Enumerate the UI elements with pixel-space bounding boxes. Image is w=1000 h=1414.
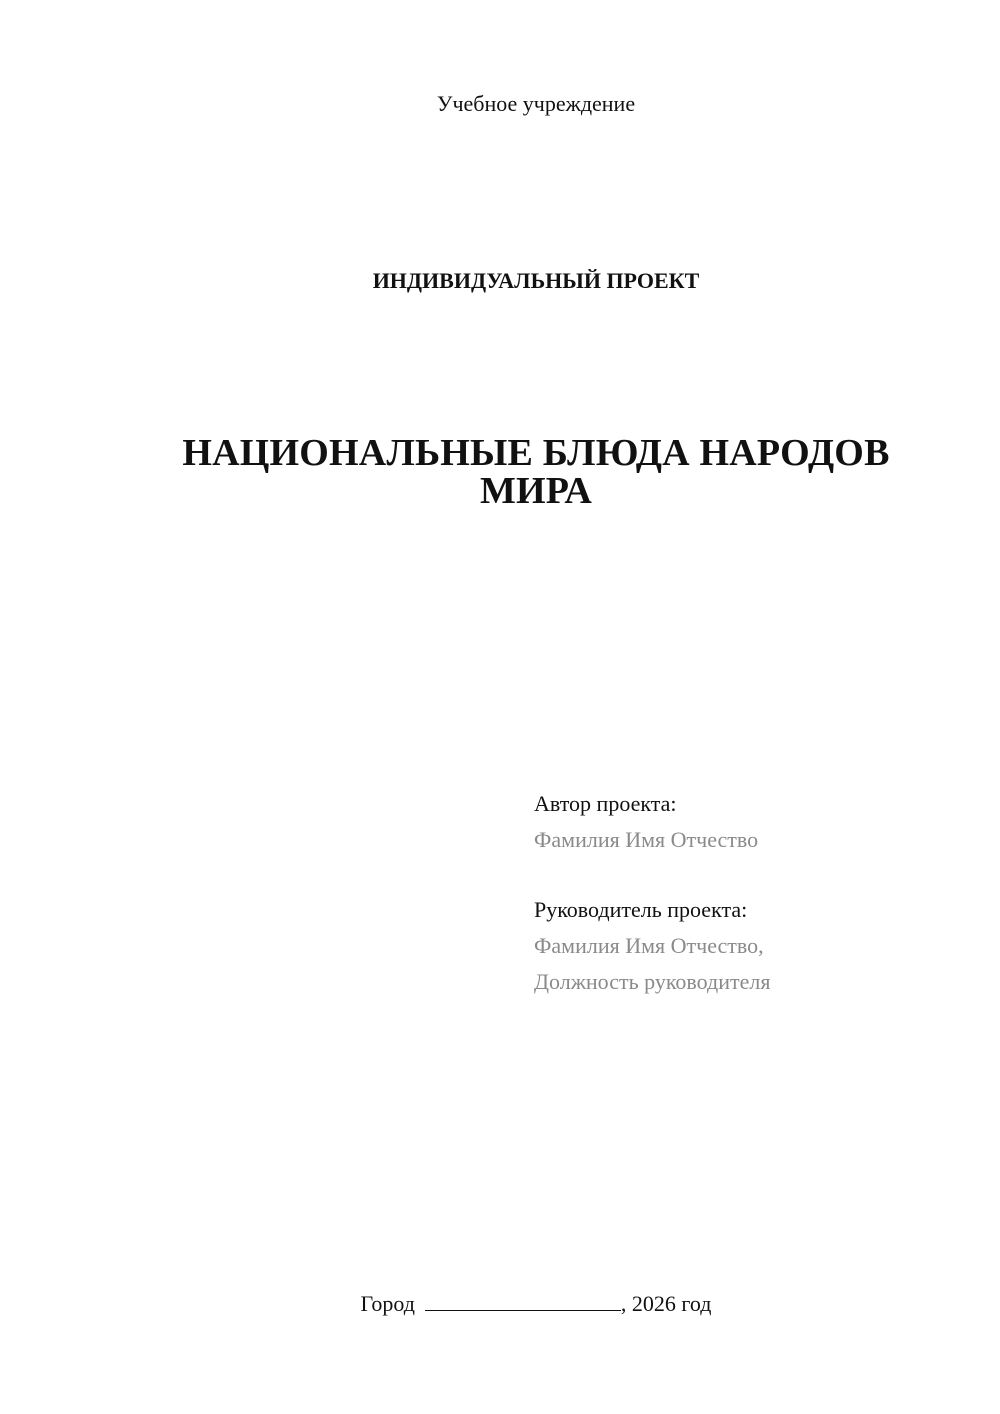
author-label: Автор проекта: <box>534 791 677 816</box>
city-blank-line <box>425 1292 621 1311</box>
city-year-footer <box>0 1288 1000 1320</box>
institution-name: Учебное учреждение <box>436 91 636 116</box>
supervisor-label: Руководитель проекта: <box>534 897 748 922</box>
project-type-heading: ИНДИВИДУАЛЬНЫЙ ПРОЕКТ <box>372 268 700 293</box>
year-text: , 2026 год <box>620 1291 712 1316</box>
city-label: Город <box>360 1291 415 1316</box>
supervisor-name-placeholder: Фамилия Имя Отчество, <box>534 933 764 958</box>
author-name-placeholder: Фамилия Имя Отчество <box>534 827 759 852</box>
document-title <box>150 434 922 510</box>
info-spacer <box>534 858 974 892</box>
supervisor-position-placeholder: Должность руководителя <box>534 969 771 994</box>
project-info-block <box>534 786 974 1000</box>
title-line-2: МИРА <box>479 470 593 512</box>
title-line-1: НАЦИОНАЛЬНЫЕ БЛЮДА НАРОДОВ <box>182 432 890 474</box>
